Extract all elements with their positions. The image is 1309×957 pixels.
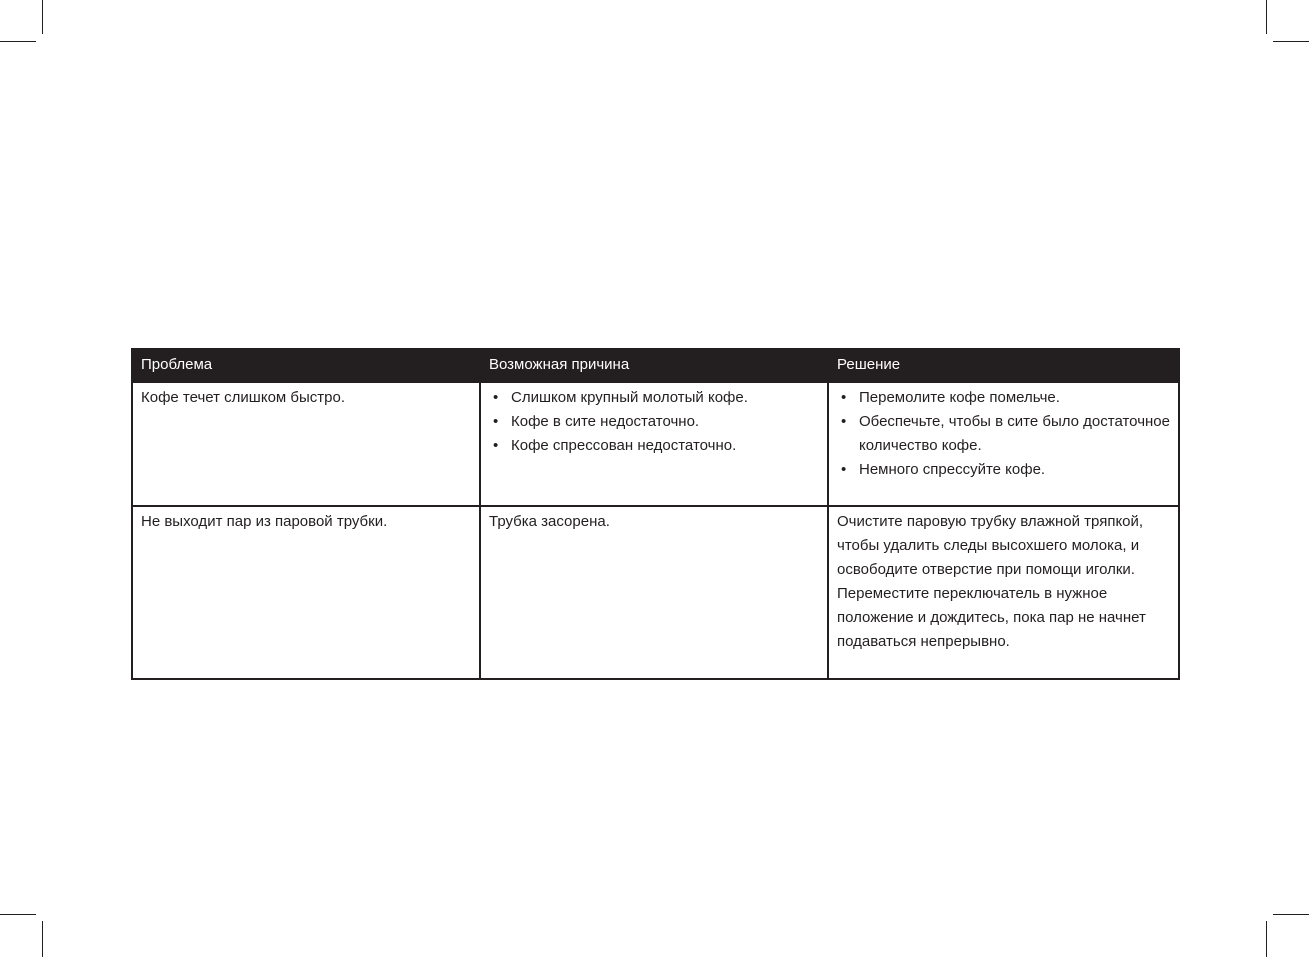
cause-text: Кофе спрессован недостаточно. <box>511 437 737 454</box>
bullet-icon: • <box>841 389 847 406</box>
header-solution: Решение <box>828 348 1179 382</box>
crop-mark-top-left-h <box>0 41 36 42</box>
list-item <box>837 410 1170 458</box>
troubleshooting-table <box>131 348 1180 680</box>
table-row <box>132 382 1179 506</box>
cause-text: Кофе в сите недостаточно. <box>511 413 700 430</box>
crop-mark-top-left-v <box>42 0 43 34</box>
list-item <box>837 458 1170 482</box>
list-item <box>489 434 819 458</box>
crop-mark-bottom-left-h <box>0 914 36 915</box>
cause-cell <box>480 382 828 506</box>
list-item <box>489 410 819 434</box>
solution-text: Перемолите кофе помельче. <box>859 389 1060 406</box>
solution-text: Немного спрессуйте кофе. <box>859 461 1046 478</box>
cause-list <box>489 386 819 458</box>
table-row <box>132 506 1179 679</box>
cause-cell: Трубка засорена. <box>480 506 828 679</box>
problem-cell: Кофе течет слишком быстро. <box>132 382 480 506</box>
crop-mark-bottom-right-v <box>1266 921 1267 957</box>
bullet-icon: • <box>841 413 847 430</box>
header-problem: Проблема <box>132 348 480 382</box>
solution-cell: Очистите паровую трубку влажной тряпкой, чтобы удалить следы высохшего молока, и освободите отверстие при помощи иголки. Переместите переключатель в нужное положение и дождитесь, пока пар не начнет подаваться непрерывно. <box>828 506 1179 679</box>
header-cause: Возможная причина <box>480 348 828 382</box>
crop-mark-top-right-h <box>1273 41 1309 42</box>
crop-mark-top-right-v <box>1266 0 1267 34</box>
list-item <box>837 386 1170 410</box>
bullet-icon: • <box>841 461 847 478</box>
crop-mark-bottom-right-h <box>1273 914 1309 915</box>
solution-cell <box>828 382 1179 506</box>
bullet-icon: • <box>493 437 499 454</box>
solution-list <box>837 386 1170 482</box>
list-item <box>489 386 819 410</box>
problem-cell: Не выходит пар из паровой трубки. <box>132 506 480 679</box>
crop-mark-bottom-left-v <box>42 921 43 957</box>
table-header-row <box>132 348 1179 382</box>
solution-text: Обеспечьте, чтобы в сите было достаточное количество кофе. <box>859 413 1170 454</box>
cause-text: Слишком крупный молотый кофе. <box>511 389 748 406</box>
bullet-icon: • <box>493 413 499 430</box>
bullet-icon: • <box>493 389 499 406</box>
